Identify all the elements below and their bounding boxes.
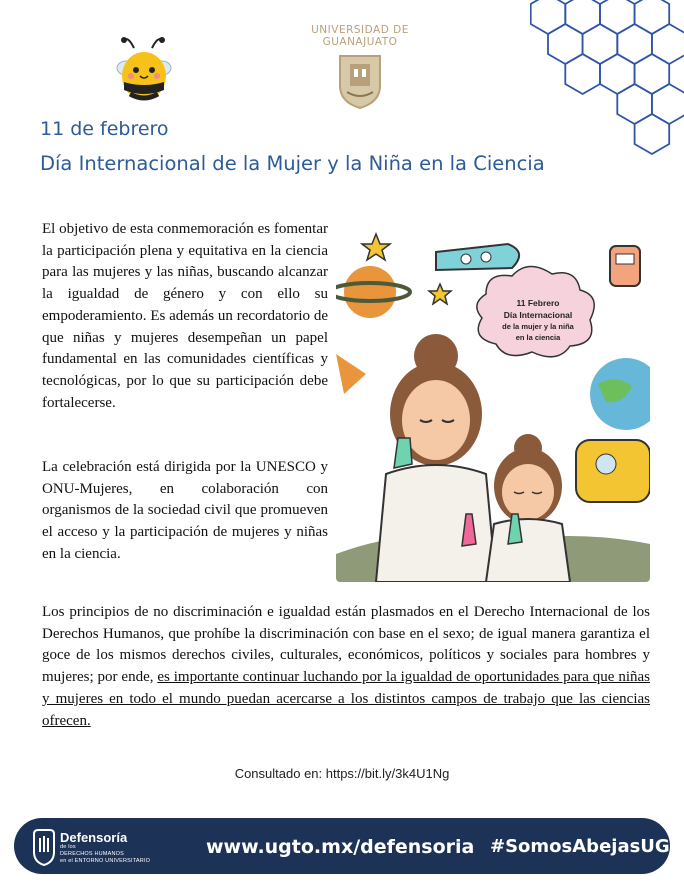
- women-in-science-illustration: [336, 224, 650, 582]
- paragraph-organizers: La celebración está dirigida por la UNESCO y ONU-Mujeres, en colaboración con organismos de la sociedad civil que promueven el acceso y la participación de mujeres y niñas en la ciencia.: [42, 459, 328, 562]
- hexagon-cell: [635, 114, 670, 154]
- hexagon-cell: [652, 24, 684, 64]
- hexagon-pattern-icon: [530, 0, 684, 170]
- university-name-line2: GUANAJUATO: [322, 36, 398, 48]
- cloud-text-line2: Día Internacional: [503, 310, 573, 320]
- paragraph-principles-emphasis: es importante continuar luchando por la igualdad de oportunidades para que niñas y mujeres en todo el mundo puedan acercarse a los distintos campos de trabajo que las ciencias ofrecen.: [42, 669, 650, 729]
- hexagon-cell: [635, 0, 670, 34]
- event-title: Día Internacional de la Mujer y la Niña en la Ciencia: [40, 152, 545, 175]
- defensoria-subtitle-1: de los: [60, 844, 76, 850]
- event-date: 11 de febrero: [40, 118, 169, 140]
- university-name-line1: UNIVERSIDAD DE: [311, 24, 409, 36]
- defensoria-wordmark: [60, 831, 150, 865]
- hexagon-cell: [565, 0, 600, 34]
- defensoria-subtitle-2: DERECHOS HUMANOS: [60, 851, 125, 857]
- footer-hashtag: #SomosAbejasUG: [490, 836, 670, 857]
- paragraph-objective: El objetivo de esta conmemoración es fomentar la participación plena y equitativa en la ciencia para las mujeres y las niñas, buscando alcanzar la igualdad de género y con ello su empoderamiento. Es además un recordatorio de que niñas y mujeres desempeñan un papel fundamental en las comunidades científicas y tecnológicas, por lo que su participación debe fortalecerse.: [42, 221, 328, 411]
- hexagon-cell: [565, 54, 600, 94]
- cloud-text-line4: en la ciencia: [515, 333, 561, 342]
- university-crest-icon: [337, 52, 383, 110]
- hexagon-cell: [531, 0, 566, 34]
- paragraph-principles: [42, 602, 650, 732]
- paragraph-principles-text: Los principios de no discriminación e igualdad están plasmados en el Derecho Internacional de los Derechos Humanos, que prohíbe la discriminación con base en el sexo; de igual manera garantiza el goce de los mismos derechos civiles, culturales, económicos, políticos y sociales para hombres y mujeres; por ende,: [42, 604, 650, 686]
- hexagon-cell: [652, 84, 684, 124]
- bee-mascot-icon: [112, 30, 176, 110]
- defensoria-logo-icon: [30, 828, 58, 866]
- defensoria-subtitle-3: en el ENTORNO UNIVERSITARIO: [60, 858, 151, 864]
- university-name: [300, 24, 420, 48]
- footer-url-link[interactable]: www.ugto.mx/defensoria: [206, 836, 475, 858]
- cloud-text-line3: de la mujer y la niña: [502, 322, 574, 331]
- hexagon-cell: [600, 0, 635, 34]
- source-citation: Consultado en: https://bit.ly/3k4U1Ng: [234, 766, 450, 781]
- cloud-text-line1: 11 Febrero: [516, 298, 560, 308]
- defensoria-name: Defensoría: [60, 830, 128, 845]
